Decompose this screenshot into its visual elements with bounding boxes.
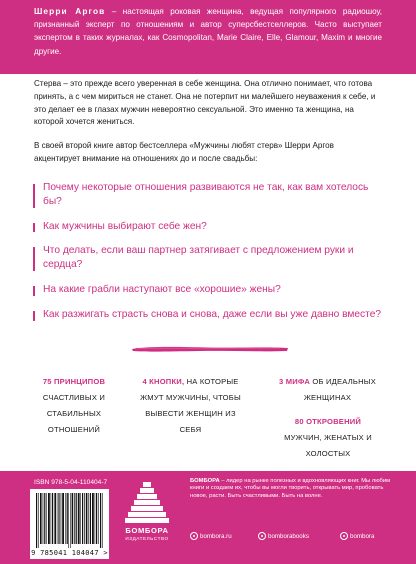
barcode-bars-icon — [30, 489, 109, 548]
bullet-bar — [33, 286, 35, 296]
logo-name: БОМБОРА — [125, 526, 169, 535]
brush-stroke-divider — [130, 344, 290, 354]
bullet-bar — [33, 247, 35, 271]
intro-paragraph-1: Стерва – это прежде всего уверенная в себе женщина. Она отлично понимает, что готова принять, а с чем мириться не станет. Она не потерпит ни малейшего неуважения к себе, и это делает ее в глазах мужчин невероятно сексуальной. Это именно та женщина, на которой хочется жениться. — [34, 79, 376, 127]
author-bio-text: – настоящая роковая женщина, ведущая популярного радиошоу, признанный эксперт по отношениям и автор суперсбестселлеров. Часто выступает экспертом в таких журналах, как Cosmopolitan, Marie Claire, Elle, Glamour, Maxim и многие другие. — [34, 7, 383, 56]
question-item: На какие грабли наступают все «хорошие» жены? — [33, 283, 383, 297]
publisher-description — [190, 478, 395, 500]
bullet-bar — [33, 184, 35, 208]
bullet-bar — [33, 311, 35, 321]
telegram-icon — [340, 532, 348, 540]
barcode — [30, 489, 109, 548]
barcode-digits: 9 785041 104047 > — [31, 549, 108, 557]
author-bio — [34, 5, 382, 58]
publisher-text: – лидер на рынке полезных и вдохновляющих книг. Мы любим книги и создаем их, чтобы вы могли творить, открывать мир, пробовать новое, расти. Быть счастливыми. Быть на волне. — [190, 478, 391, 499]
question-item: Как разжигать страсть снова и снова, даже если вы уже давно вместе? — [33, 308, 383, 322]
question-list — [33, 181, 383, 333]
vk-icon — [258, 532, 266, 540]
logo-subtitle: ИЗДАТЕЛЬСТВО — [125, 536, 169, 541]
stat-principles: 75 ПРИНЦИПОВ СЧАСТЛИВЫХ И СТАБИЛЬНЫХ ОТНОШЕНИЙ — [42, 377, 106, 434]
bombora-logo-icon — [119, 478, 175, 526]
bullet-bar — [33, 223, 35, 233]
question-item: Почему некоторые отношения развиваются не так, как вам хотелось бы? — [33, 181, 383, 209]
instagram-icon — [190, 532, 198, 540]
author-name: Шерри Аргов — [34, 6, 106, 16]
stat-myths: 3 МИФА ОБ ИДЕАЛЬНЫХ ЖЕНЩИНАХ — [279, 377, 376, 402]
social-link[interactable]: bombora.ru — [190, 532, 232, 540]
question-item: Как мужчины выбирают себе жен? — [33, 220, 383, 234]
stat-buttons: 4 КНОПКИ, НА КОТОРЫЕ ЖМУТ МУЖЧИНЫ, ЧТОБЫ ВЫВЕСТИ ЖЕНЩИН ИЗ СЕБЯ — [140, 377, 241, 434]
publisher-brand: БОМБОРА — [190, 478, 220, 484]
isbn-text: ISBN 978-5-04-110404-7 — [34, 479, 108, 486]
social-link[interactable]: bombora — [340, 532, 374, 540]
intro-paragraph-2: В своей второй книге автор бестселлера «Мужчины любят стерв» Шерри Аргов акцентирует внимание на отношениях до и после свадьбы: — [34, 141, 334, 163]
stat-revelations: 80 ОТКРОВЕНИЙ МУЖЧИН, ЖЕНАТЫХ И ХОЛОСТЫХ — [284, 417, 372, 458]
social-link[interactable]: bomborabooks — [258, 532, 309, 540]
question-item: Что делать, если ваш партнер затягивает с предложением руки и сердца? — [33, 244, 383, 272]
